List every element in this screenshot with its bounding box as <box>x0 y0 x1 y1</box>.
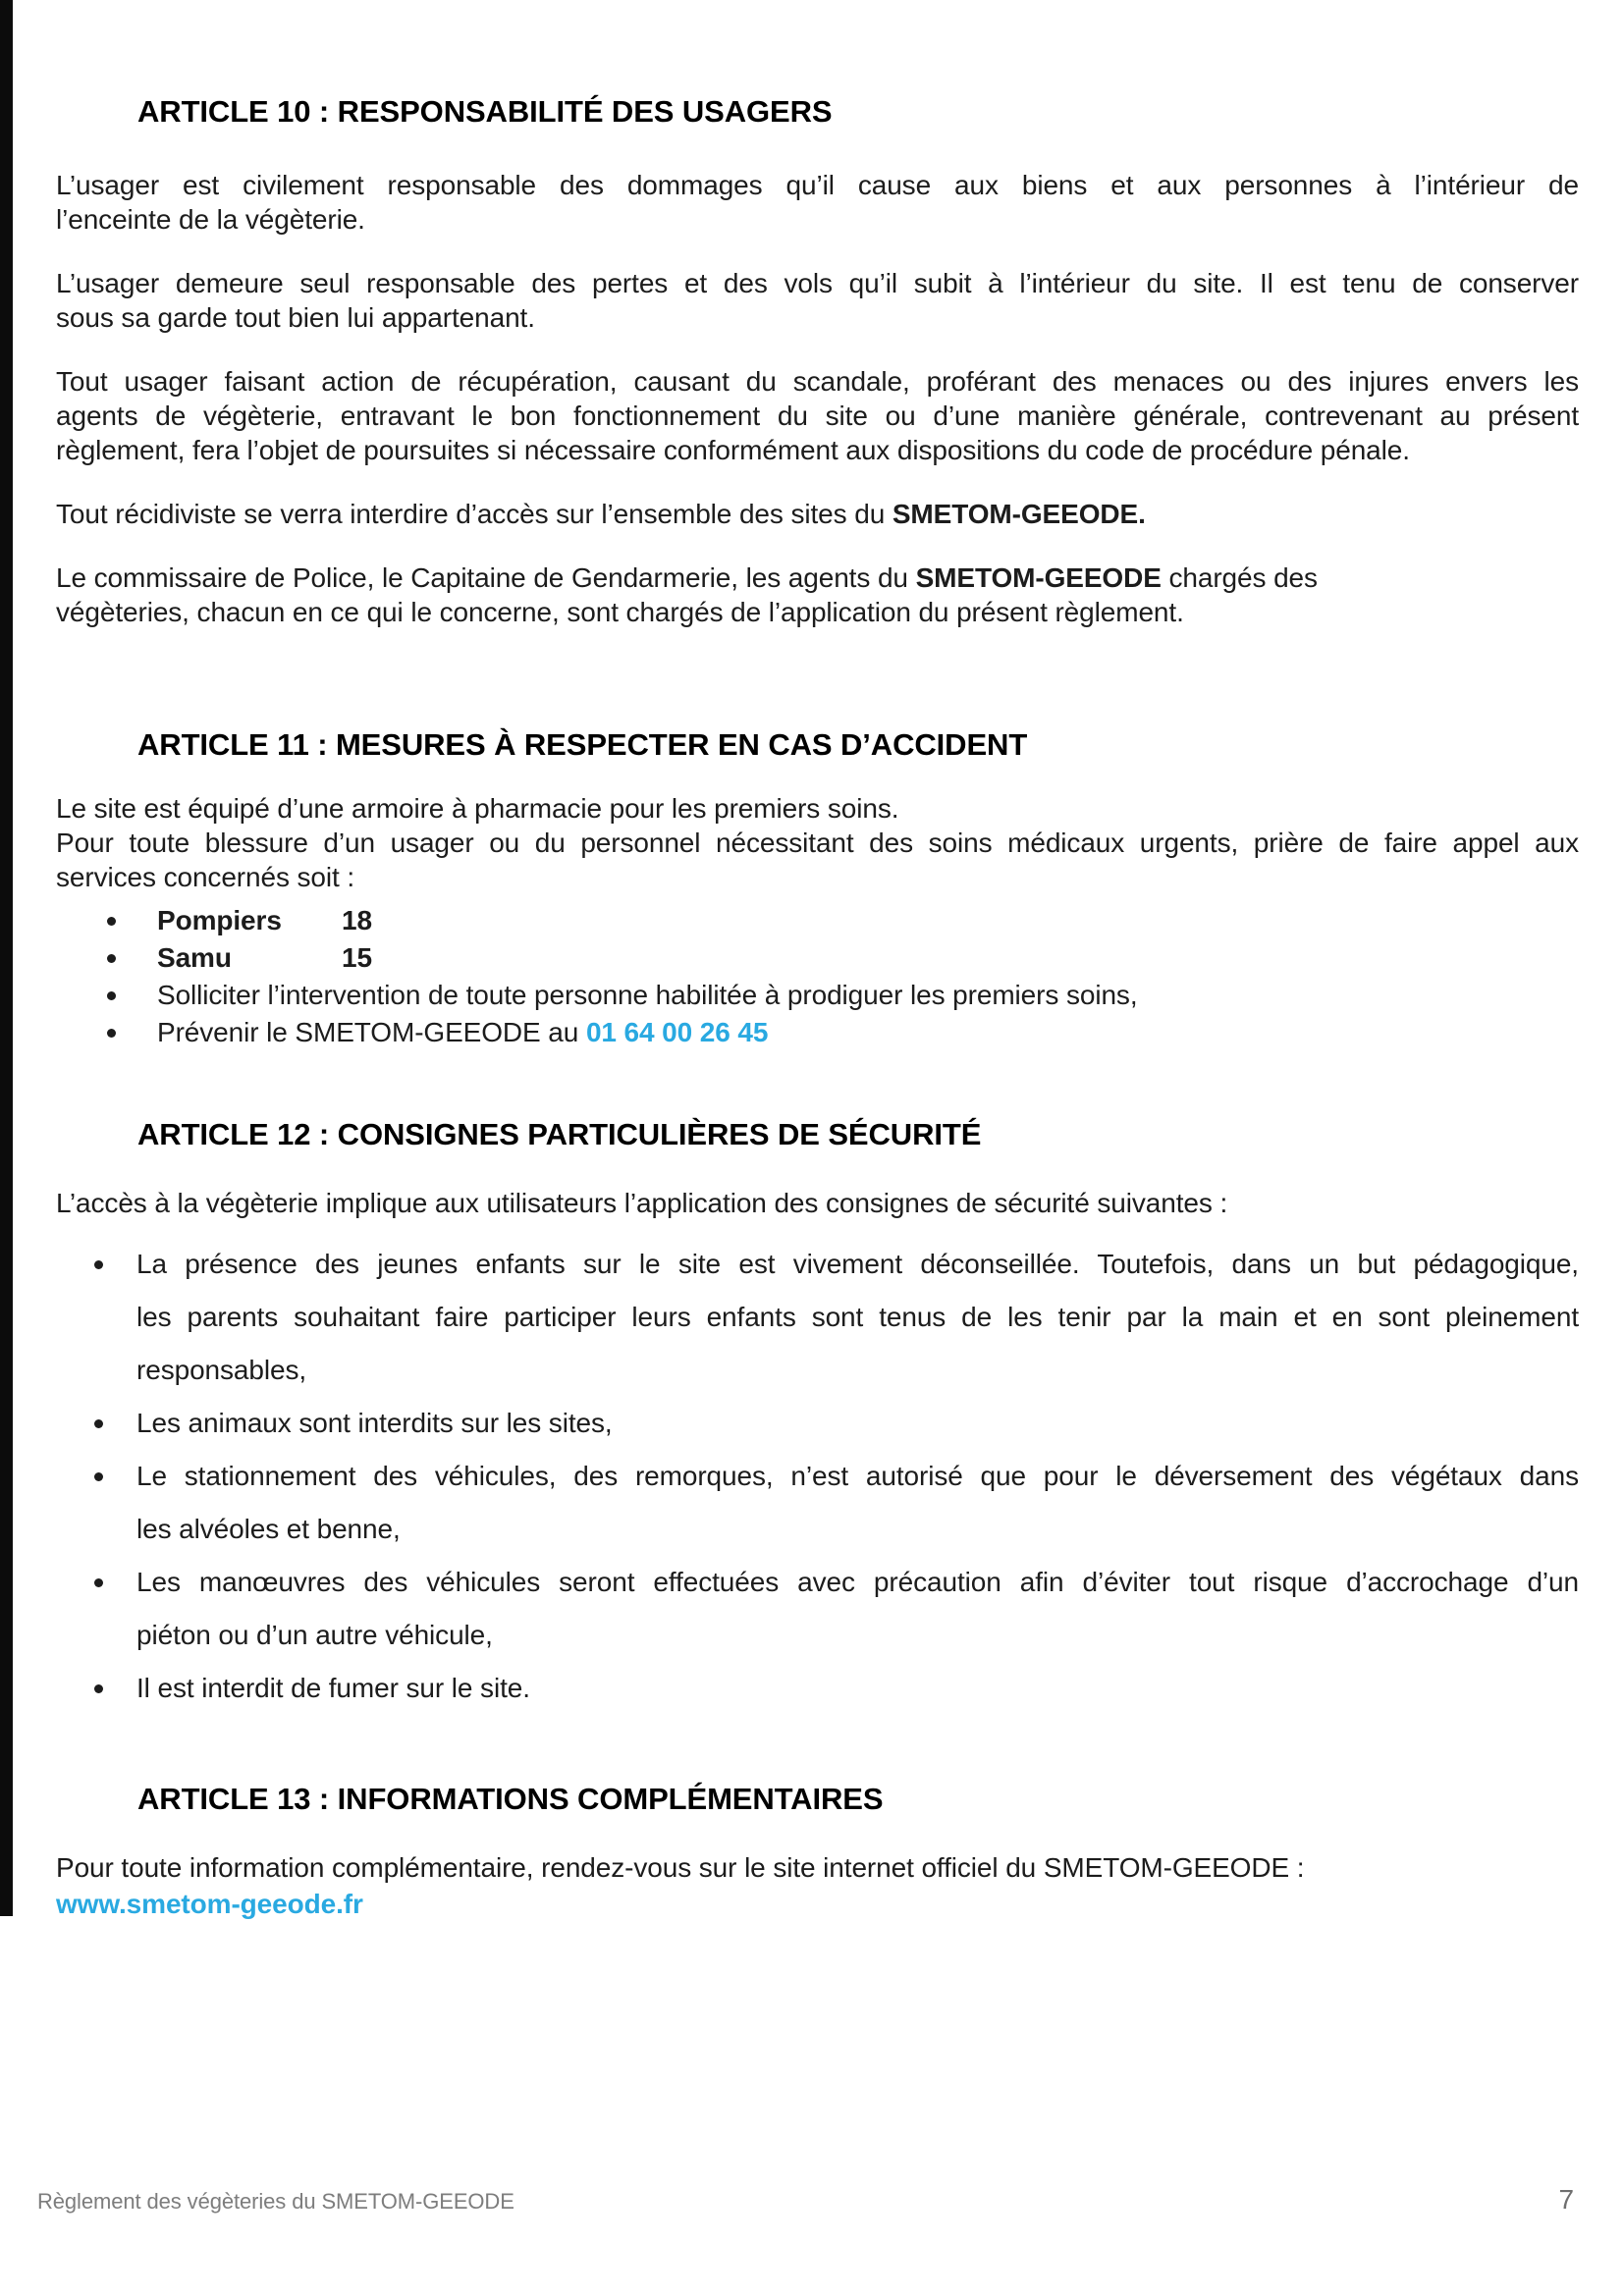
article-11-intro-1 <box>56 791 1579 826</box>
text-segment: Prévenir le SMETOM-GEEODE au <box>157 1017 586 1047</box>
text-line: Tout usager faisant action de récupération, causant du scandale, proférant des menaces ou des injures envers les <box>56 366 1579 397</box>
footer-document-title: Règlement des végèteries du SMETOM-GEEODE <box>37 2189 514 2214</box>
org-name-bold: SMETOM-GEEODE <box>915 562 1162 593</box>
emergency-label: Pompiers <box>157 905 282 935</box>
bullet-icon <box>94 1260 103 1269</box>
article-10-paragraph-4 <box>56 497 1579 531</box>
article-12-intro <box>56 1186 1579 1220</box>
article-11-intro-2 <box>56 826 1579 894</box>
emergency-number: 15 <box>342 942 372 973</box>
list-item-pompiers <box>56 902 1579 939</box>
article-10-paragraph-3 <box>56 364 1579 467</box>
text-line: agents de végèterie, entravant le bon fonctionnement du site ou d’une manière générale, contrevenant au présent <box>56 400 1579 431</box>
bullet-icon <box>94 1578 103 1587</box>
text-line: Les animaux sont interdits sur les sites, <box>136 1408 613 1438</box>
list-item-animals <box>56 1397 1579 1450</box>
list-item-notify-smetom <box>56 1014 1579 1051</box>
text-line <box>56 561 1579 595</box>
list-item-first-aid <box>56 977 1579 1014</box>
list-item-maneuvers <box>56 1556 1579 1662</box>
text-line: Il est interdit de fumer sur le site. <box>136 1673 530 1703</box>
text-line: L’usager demeure seul responsable des pertes et des vols qu’il subit à l’intérieur du site. Il est tenu de conserver <box>56 268 1579 298</box>
page-footer <box>37 2185 1574 2216</box>
list-item-parking <box>56 1450 1579 1556</box>
scan-artifact-bar <box>0 0 13 1916</box>
text-line: règlement, fera l’objet de poursuites si nécessaire conformément aux dispositions du code de procédure pénale. <box>56 435 1410 465</box>
text-segment: Solliciter l’intervention de toute personne habilitée à prodiguer les premiers soins, <box>157 980 1138 1010</box>
article-13-title: ARTICLE 13 : INFORMATIONS COMPLÉMENTAIRES <box>137 1782 884 1816</box>
emergency-label: Samu <box>157 942 232 973</box>
article-12-title: ARTICLE 12 : CONSIGNES PARTICULIÈRES DE SÉCURITÉ <box>137 1117 982 1151</box>
article-11-title: ARTICLE 11 : MESURES À RESPECTER EN CAS D’ACCIDENT <box>137 727 1028 762</box>
emergency-number: 18 <box>342 905 372 935</box>
text-line: Les manœuvres des véhicules seront effectuées avec précaution afin d’éviter tout risque d’accrochage d’un <box>136 1567 1579 1597</box>
text-segment: chargés des <box>1161 562 1318 593</box>
text-line: responsables, <box>136 1355 307 1385</box>
text-line: sous sa garde tout bien lui appartenant. <box>56 302 535 333</box>
bullet-icon <box>107 1029 116 1038</box>
security-rules-list <box>56 1238 1579 1715</box>
text-segment: Le commissaire de Police, le Capitaine de Gendarmerie, les agents du <box>56 562 916 593</box>
article-13-paragraph <box>56 1850 1579 1924</box>
text-line: L’accès à la végèterie implique aux utilisateurs l’application des consignes de sécurité suivantes : <box>56 1188 1228 1218</box>
text-line: Le stationnement des véhicules, des remorques, n’est autorisé que pour le déversement des végétaux dans <box>136 1461 1579 1491</box>
footer-page-number: 7 <box>1558 2184 1574 2215</box>
phone-number-link[interactable]: 01 64 00 26 45 <box>585 1017 769 1047</box>
text-line: végèteries, chacun en ce qui le concerne, sont chargés de l’application du présent règlement. <box>56 597 1184 627</box>
bullet-icon <box>94 1472 103 1481</box>
text-line: les parents souhaitant faire participer leurs enfants sont tenus de les tenir par la main et en sont pleinement <box>136 1302 1579 1332</box>
emergency-list <box>56 902 1579 1051</box>
bullet-icon <box>107 917 116 926</box>
text-line: Pour toute information complémentaire, rendez-vous sur le site internet officiel du SMETOM-GEEODE : <box>56 1852 1305 1883</box>
text-line: l’enceinte de la végèterie. <box>56 204 365 235</box>
list-item-children <box>56 1238 1579 1397</box>
text-segment: Tout récidiviste se verra interdire d’accès sur l’ensemble des sites du <box>56 499 893 529</box>
article-10-paragraph-2 <box>56 266 1579 335</box>
bullet-icon <box>94 1419 103 1428</box>
org-name-bold: SMETOM-GEEODE. <box>892 499 1146 529</box>
text-line <box>56 497 1579 531</box>
text-line: les alvéoles et benne, <box>136 1514 401 1544</box>
bullet-icon <box>107 954 116 963</box>
website-link[interactable]: www.smetom-geeode.fr <box>56 1889 363 1919</box>
text-line: services concernés soit : <box>56 862 355 892</box>
bullet-icon <box>107 991 116 1000</box>
article-10-paragraph-5 <box>56 561 1579 629</box>
list-item-samu <box>56 939 1579 977</box>
article-10-title: ARTICLE 10 : RESPONSABILITÉ DES USAGERS <box>137 94 833 129</box>
article-10-paragraph-1 <box>56 168 1579 237</box>
text-line: piéton ou d’un autre véhicule, <box>136 1620 493 1650</box>
text-line: L’usager est civilement responsable des dommages qu’il cause aux biens et aux personnes à l’intérieur de <box>56 170 1579 200</box>
list-item-no-smoking <box>56 1662 1579 1715</box>
bullet-icon <box>94 1684 103 1693</box>
text-line: Pour toute blessure d’un usager ou du personnel nécessitant des soins médicaux urgents, prière de faire appel aux <box>56 828 1579 858</box>
text-line: La présence des jeunes enfants sur le site est vivement déconseillée. Toutefois, dans un but pédagogique, <box>136 1249 1579 1279</box>
text-line: Le site est équipé d’une armoire à pharmacie pour les premiers soins. <box>56 793 899 824</box>
